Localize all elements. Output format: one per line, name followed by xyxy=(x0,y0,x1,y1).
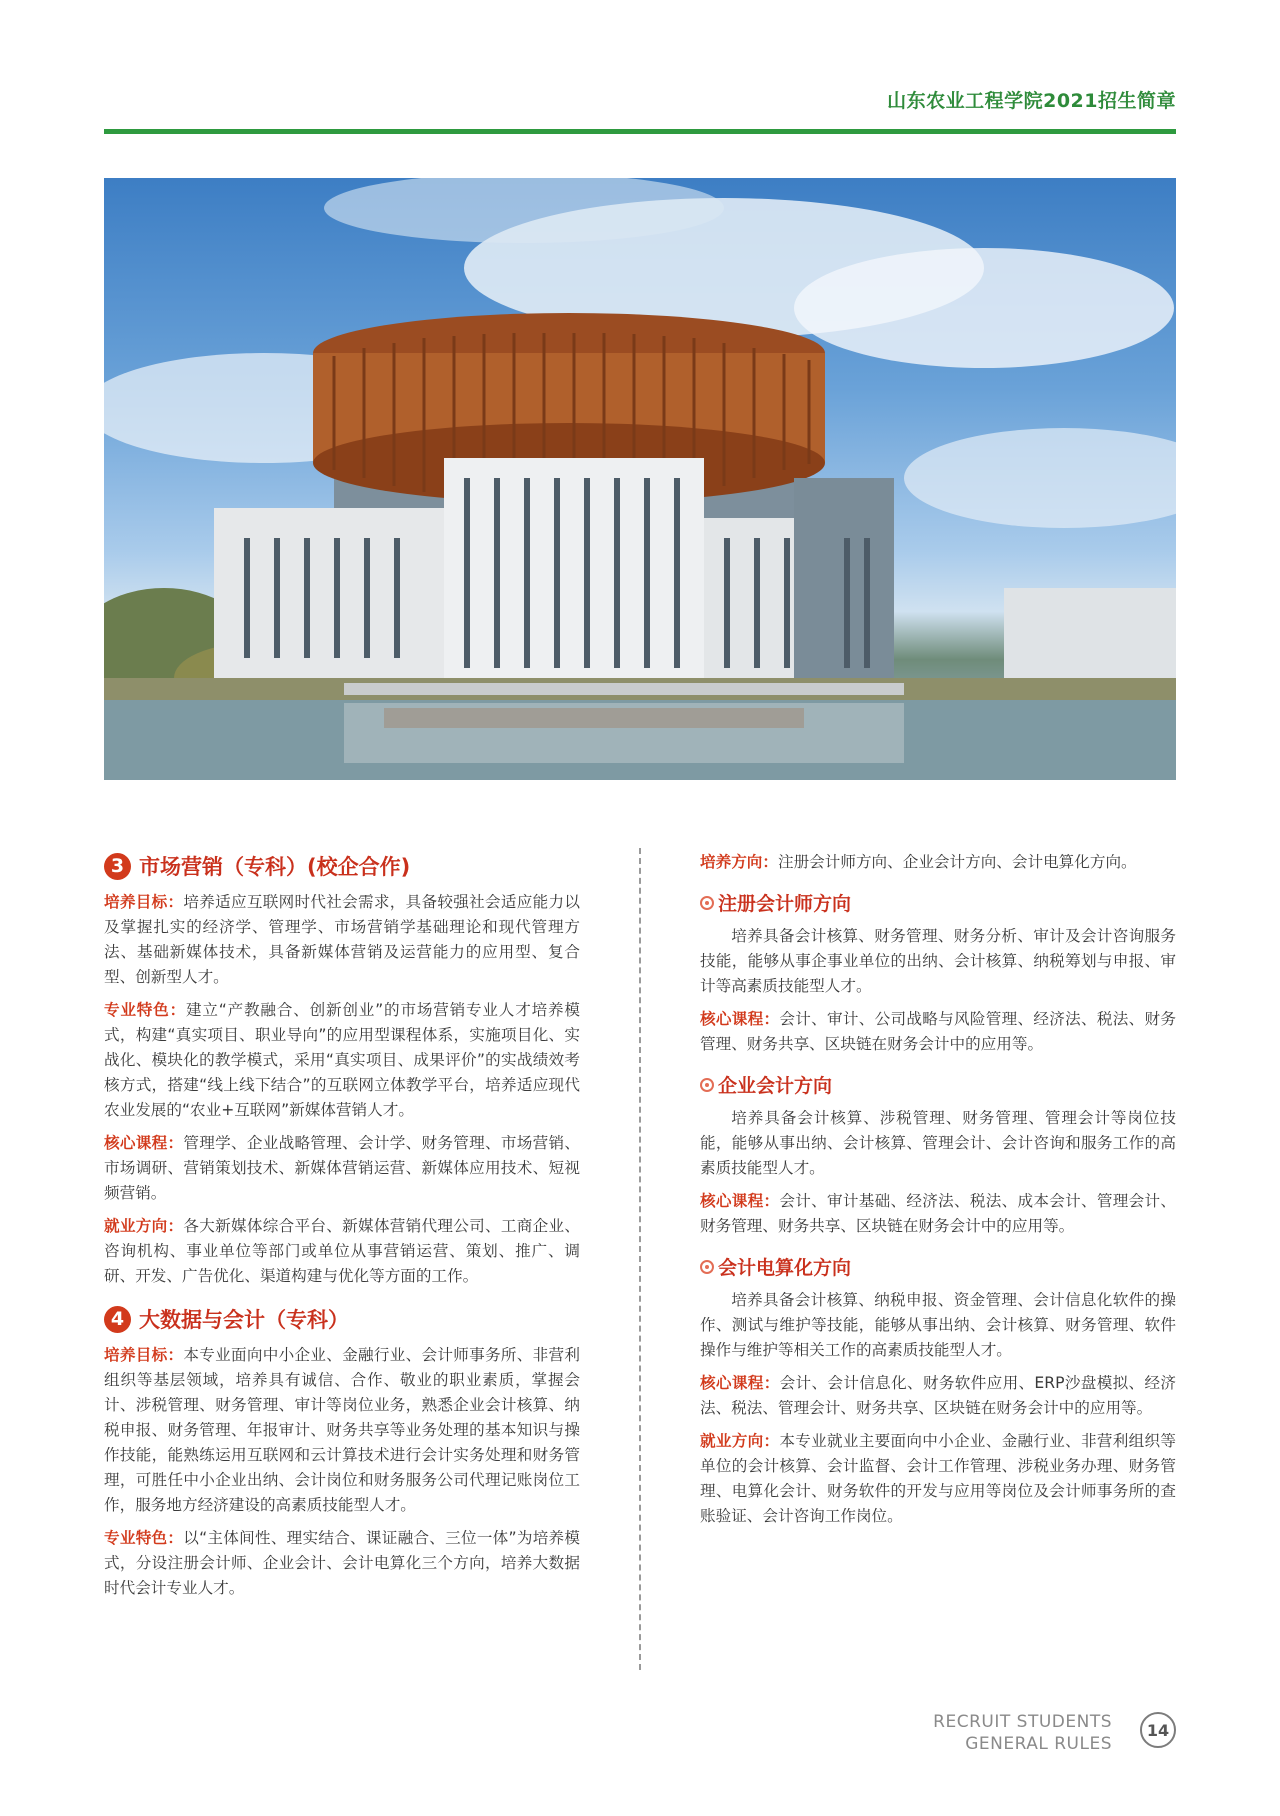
section-3-employment xyxy=(104,1214,580,1289)
courses-label: 核心课程： xyxy=(700,1192,780,1210)
circle-bullet-icon xyxy=(700,896,714,910)
subsection-cpa-intro: 培养具备会计核算、财务管理、财务分析、审计及会计咨询服务技能，能够从事企事业单位的出纳、会计核算、纳税筹划与申报、审计等高素质技能型人才。 xyxy=(700,927,1176,995)
courses-text: 会计、审计基础、经济法、税法、成本会计、管理会计、财务管理、财务共享、区块链在财务会计中的应用等。 xyxy=(700,1192,1176,1235)
direction-label: 培养方向： xyxy=(700,853,778,871)
subsection-enterprise-intro: 培养具备会计核算、涉税管理、财务管理、管理会计等岗位技能，能够从事出纳、会计核算、管理会计、会计咨询和服务工作的高素质技能型人才。 xyxy=(700,1109,1176,1177)
section-4-feature xyxy=(104,1526,580,1601)
feature-text: 建立“产教融合、创新创业”的市场营销专业人才培养模式，构建“真实项目、职业导向”的应用型课程体系，实施项目化、实战化、模块化的教学模式，采用“真实项目、成果评价”的实战绩效考核方式，搭建“线上线下结合”的互联网立体教学平台，培养适应现代农业发展的“农业+互联网”新媒体营销人才。 xyxy=(104,1001,580,1119)
section-3-courses xyxy=(104,1131,580,1206)
right-column xyxy=(700,850,1176,1537)
section-4-title xyxy=(104,1303,580,1335)
employment-text: 本专业就业主要面向中小企业、金融行业、非营利组织等单位的会计核算、会计监督、会计工作管理、涉税业务办理、财务管理、电算化会计、财务软件的开发与应用等岗位及会计师事务所的查账验证、会计咨询工作岗位。 xyxy=(700,1432,1176,1525)
goal-text: 培养适应互联网时代社会需求，具备较强社会适应能力以及掌握扎实的经济学、管理学、市场营销学基础理论和现代管理方法、基础新媒体技术，具备新媒体营销及运营能力的应用型、复合型、创新型人才。 xyxy=(104,893,580,986)
employment-label: 就业方向： xyxy=(104,1217,184,1235)
section-3-title xyxy=(104,850,580,882)
footer-line-1: RECRUIT STUDENTS xyxy=(933,1712,1112,1732)
courses-text: 会计、审计、公司战略与风险管理、经济法、税法、财务管理、财务共享、区块链在财务会计中的应用等。 xyxy=(700,1010,1176,1053)
number-badge: 4 xyxy=(104,1306,131,1333)
feature-label: 专业特色： xyxy=(104,1001,186,1019)
footer-line-2: GENERAL RULES xyxy=(965,1734,1112,1754)
subsection-computerized-title xyxy=(700,1253,1176,1280)
goal-text: 本专业面向中小企业、金融行业、会计师事务所、非营利组织等基层领域，培养具有诚信、合作、敬业的职业素质，掌握会计、涉税管理、财务管理、审计等岗位业务，熟悉企业会计核算、纳税申报、财务管理、年报审计、财务共享等业务处理的基本知识与操作技能，能熟练运用互联网和云计算技术进行会计实务处理和财务管理，可胜任中小企业出纳、会计岗位和财务服务公司代理记账岗位工作，服务地方经济建设的高素质技能型人才。 xyxy=(104,1346,580,1514)
section-3-title-text: 市场营销（专科）(校企合作) xyxy=(139,855,411,879)
subsection-enterprise-title xyxy=(700,1071,1176,1098)
feature-label: 专业特色： xyxy=(104,1529,184,1547)
goal-label: 培养目标： xyxy=(104,893,184,911)
left-column xyxy=(104,850,580,1609)
courses-label: 核心课程： xyxy=(700,1374,780,1392)
section-3-feature xyxy=(104,998,580,1123)
circle-bullet-icon xyxy=(700,1078,714,1092)
section-3-goal xyxy=(104,890,580,990)
subsection-computerized-courses xyxy=(700,1371,1176,1421)
circle-bullet-icon xyxy=(700,1260,714,1274)
column-divider xyxy=(639,848,641,1670)
subsection-enterprise-courses xyxy=(700,1189,1176,1239)
subsection-title-text: 注册会计师方向 xyxy=(718,893,852,915)
subsection-title-text: 会计电算化方向 xyxy=(718,1257,852,1279)
feature-text: 以“主体间性、理实结合、课证融合、三位一体”为培养模式，分设注册会计师、企业会计、会计电算化三个方向，培养大数据时代会计专业人才。 xyxy=(104,1529,580,1597)
subsection-computerized-intro: 培养具备会计核算、纳税申报、资金管理、会计信息化软件的操作、测试与维护等技能，能够从事出纳、会计核算、财务管理、软件操作与维护等相关工作的高素质技能型人才。 xyxy=(700,1291,1176,1359)
employment-direction xyxy=(700,1429,1176,1529)
courses-label: 核心课程： xyxy=(104,1134,184,1152)
courses-text: 会计、会计信息化、财务软件应用、ERP沙盘模拟、经济法、税法、管理会计、财务共享、区块链在财务会计中的应用等。 xyxy=(700,1374,1176,1417)
employment-label: 就业方向： xyxy=(700,1432,780,1450)
courses-label: 核心课程： xyxy=(700,1010,780,1028)
courses-text: 管理学、企业战略管理、会计学、财务管理、市场营销、市场调研、营销策划技术、新媒体营销运营、新媒体应用技术、短视频营销。 xyxy=(104,1134,580,1202)
campus-building-photo xyxy=(104,178,1176,780)
header-rule xyxy=(104,129,1176,134)
footer-text xyxy=(933,1711,1112,1755)
employment-text: 各大新媒体综合平台、新媒体营销代理公司、工商企业、咨询机构、事业单位等部门或单位从事营销运营、策划、推广、调研、开发、广告优化、渠道构建与优化等方面的工作。 xyxy=(104,1217,580,1285)
subsection-cpa-courses xyxy=(700,1007,1176,1057)
header-title: 山东农业工程学院2021招生简章 xyxy=(887,90,1176,112)
page-number: 14 xyxy=(1140,1712,1176,1748)
subsection-title-text: 企业会计方向 xyxy=(718,1075,833,1097)
number-badge: 3 xyxy=(104,853,131,880)
direction-text: 注册会计师方向、企业会计方向、会计电算化方向。 xyxy=(777,853,1137,871)
training-direction xyxy=(700,850,1176,875)
subsection-cpa-title xyxy=(700,889,1176,916)
goal-label: 培养目标： xyxy=(104,1346,184,1364)
section-4-title-text: 大数据与会计（专科） xyxy=(139,1308,349,1332)
section-4-goal xyxy=(104,1343,580,1518)
